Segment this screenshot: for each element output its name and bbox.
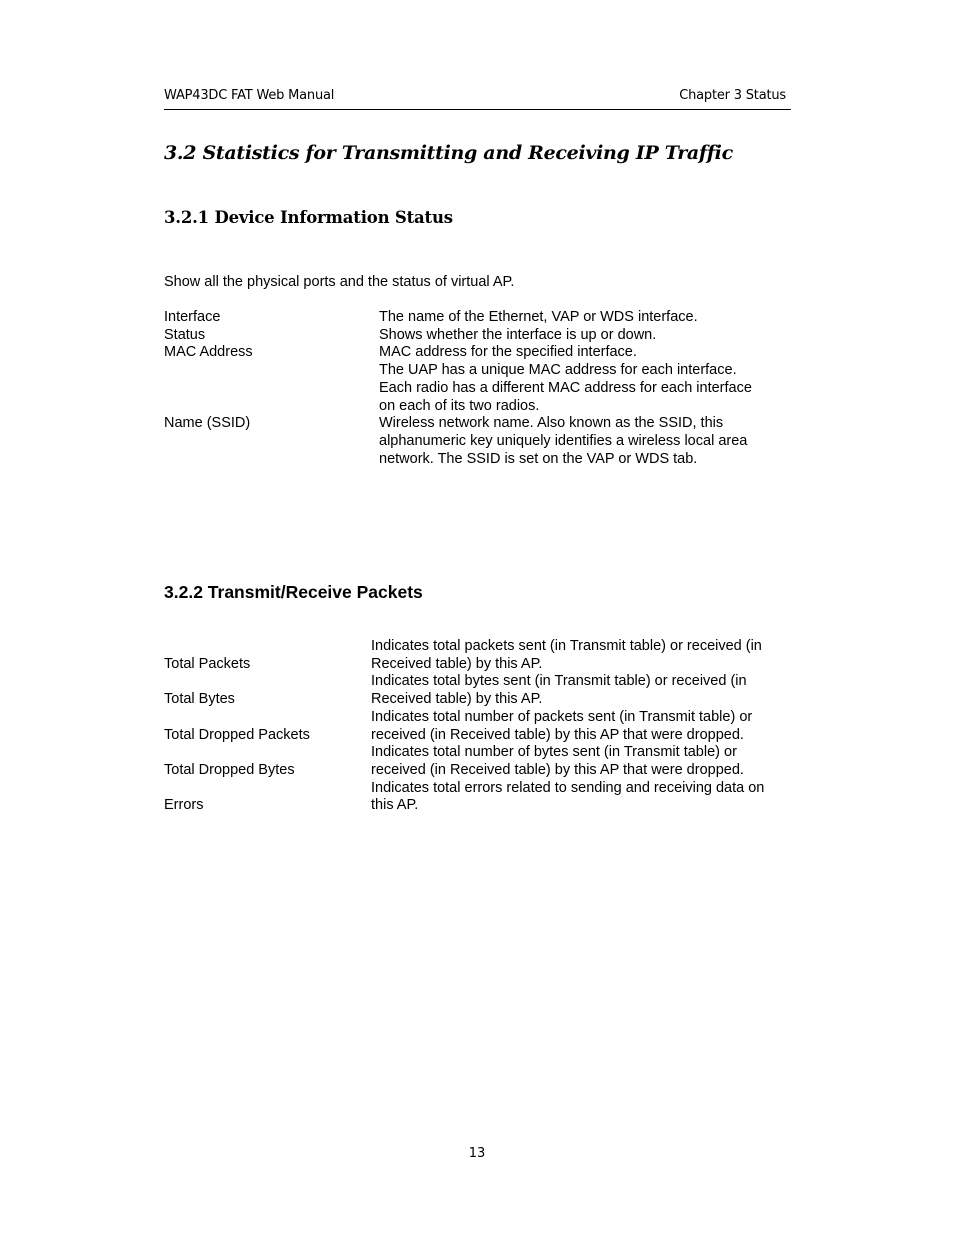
description-line: The UAP has a unique MAC address for each interface.	[379, 362, 737, 379]
definition-row-mac-address	[164, 344, 794, 415]
description-line: Indicates total errors related to sending and receiving data on	[371, 779, 765, 796]
device-info-definition-list	[164, 309, 794, 468]
definition-row-interface	[164, 309, 794, 327]
definition-description	[371, 780, 794, 815]
definition-description	[371, 673, 794, 708]
definition-description	[371, 638, 794, 673]
device-info-heading: 3.2.1 Device Information Status	[164, 208, 453, 227]
definition-row-total-dropped-bytes	[164, 744, 794, 779]
description-line: Wireless network name. Also known as the SSID, this	[379, 415, 724, 432]
definition-description	[371, 709, 794, 744]
definition-row-errors	[164, 780, 794, 815]
definition-term: Total Dropped Packets	[164, 726, 310, 743]
description-line: alphanumeric key uniquely identifies a wireless local area	[379, 432, 748, 449]
description-line: The name of the Ethernet, VAP or WDS interface.	[379, 309, 698, 325]
definition-term: Interface	[164, 309, 221, 325]
definition-term: Name (SSID)	[164, 415, 251, 432]
header-divider	[164, 109, 791, 110]
description-line: Each radio has a different MAC address for each interface	[379, 379, 752, 396]
section-heading: 3.2 Statistics for Transmitting and Receiving IP Traffic	[164, 142, 733, 164]
definition-description	[371, 744, 794, 779]
description-line: this AP.	[371, 797, 419, 814]
definition-term: Status	[164, 326, 206, 343]
description-line: Shows whether the interface is up or down.	[379, 326, 657, 343]
description-line: received (in Received table) by this AP that were dropped.	[371, 726, 744, 743]
definition-term: Total Packets	[164, 655, 251, 672]
device-info-intro: Show all the physical ports and the status of virtual AP.	[164, 274, 515, 290]
description-line: Indicates total packets sent (in Transmit table) or received (in	[371, 638, 762, 654]
description-line: received (in Received table) by this AP that were dropped.	[371, 761, 744, 778]
chapter-title: Chapter 3 Status	[679, 88, 786, 103]
definition-description	[379, 344, 794, 415]
manual-title: WAP43DC FAT Web Manual	[164, 88, 335, 103]
definition-term: Errors	[164, 797, 204, 814]
packets-heading: 3.2.2 Transmit/Receive Packets	[164, 582, 423, 602]
definition-term: Total Bytes	[164, 691, 235, 708]
description-line: Indicates total number of bytes sent (in Transmit table) or	[371, 744, 737, 761]
definition-row-ssid	[164, 415, 794, 468]
definition-row-total-packets	[164, 638, 794, 673]
description-line: Received table) by this AP.	[371, 691, 543, 708]
packets-definition-list	[164, 638, 794, 815]
definition-description	[379, 309, 794, 327]
description-line: MAC address for the specified interface.	[379, 344, 637, 361]
definition-row-status	[164, 327, 794, 345]
definition-description	[379, 415, 794, 468]
description-line: Indicates total bytes sent (in Transmit table) or received (in	[371, 673, 747, 690]
description-line: Received table) by this AP.	[371, 655, 543, 672]
definition-row-total-dropped-packets	[164, 709, 794, 744]
description-line: network. The SSID is set on the VAP or WDS tab.	[379, 450, 698, 467]
definition-description	[379, 327, 794, 345]
description-line: Indicates total number of packets sent (in Transmit table) or	[371, 708, 753, 725]
page-number: 13	[468, 1146, 486, 1161]
definition-term: MAC Address	[164, 344, 253, 361]
definition-row-total-bytes	[164, 673, 794, 708]
definition-term: Total Dropped Bytes	[164, 761, 295, 778]
description-line: on each of its two radios.	[379, 397, 540, 414]
